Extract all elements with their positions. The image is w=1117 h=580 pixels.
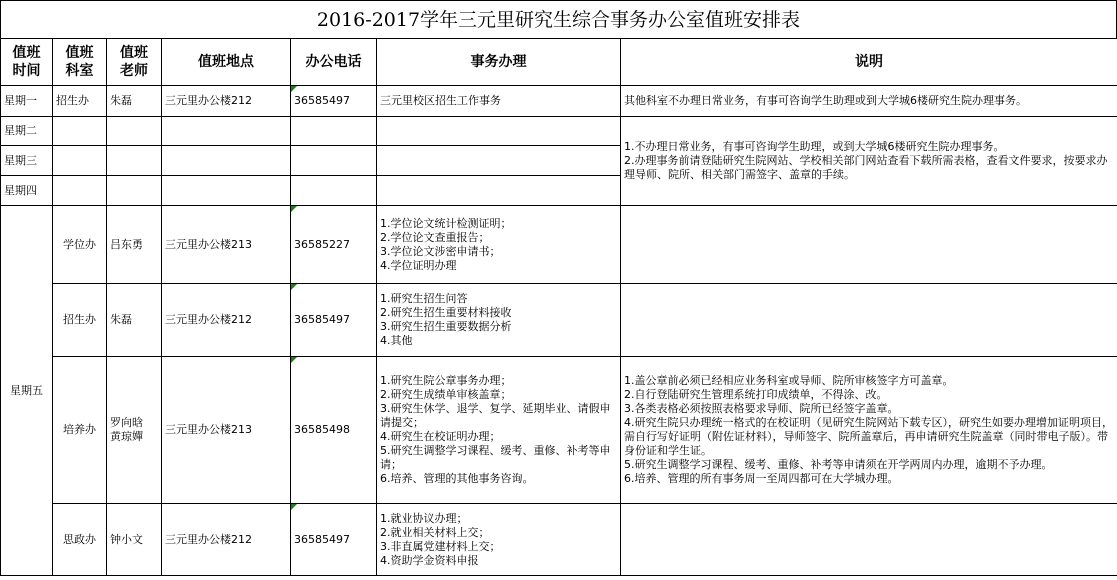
dept-cell: 思政办 bbox=[53, 504, 107, 576]
teacher-cell: 吕东勇 bbox=[107, 206, 162, 284]
affairs-cell: 三元里校区招生工作事务 bbox=[377, 86, 621, 117]
dept-cell: 招生办 bbox=[53, 86, 107, 117]
header-duty-dept: 值班 科室 bbox=[53, 39, 107, 86]
table-row bbox=[1, 117, 1117, 146]
location-cell: 三元里办公楼212 bbox=[162, 86, 291, 117]
dept-cell: 学位办 bbox=[53, 206, 107, 284]
note-cell: 其他科室不办理日常业务，有事可咨询学生助理或到大学城6楼研究生院办理事务。 bbox=[621, 86, 1117, 117]
table-row bbox=[1, 504, 1117, 576]
table-row bbox=[1, 206, 1117, 284]
table-row bbox=[1, 86, 1117, 117]
teacher-cell: 朱磊 bbox=[107, 284, 162, 357]
phone-cell: 36585227 bbox=[291, 206, 377, 284]
phone-cell: 36585497 bbox=[291, 504, 377, 576]
day-cell: 星期四 bbox=[1, 176, 53, 206]
header-row bbox=[1, 39, 1117, 86]
day-cell: 星期三 bbox=[1, 146, 53, 176]
header-affairs: 事务办理 bbox=[377, 39, 621, 86]
sheet-title: 2016-2017学年三元里研究生综合事务办公室值班安排表 bbox=[0, 0, 1117, 39]
teacher-cell: 罗向晗 黄琼嬋 bbox=[107, 357, 162, 504]
day-cell: 星期五 bbox=[1, 206, 53, 576]
phone-cell: 36585498 bbox=[291, 357, 377, 504]
note-cell: 1.不办理日常业务，有事可咨询学生助理，或到大学城6楼研究生院办理事务。 2.办理事务前请登陆研究生院网站、学校相关部门网站查看下载所需表格，查看文件要求，按要求办理导师、院所、相关部门需签字、盖章的手续。 bbox=[621, 117, 1117, 206]
header-phone: 办公电话 bbox=[291, 39, 377, 86]
affairs-cell: 1.就业协议办理； 2.就业相关材料上交； 3.非直属党建材料上交； 4.资助学金资料申报 bbox=[377, 504, 621, 576]
location-cell: 三元里办公楼212 bbox=[162, 284, 291, 357]
header-location: 值班地点 bbox=[162, 39, 291, 86]
note-cell bbox=[621, 206, 1117, 284]
phone-cell: 36585497 bbox=[291, 284, 377, 357]
teacher-cell: 朱磊 bbox=[107, 86, 162, 117]
day-cell: 星期一 bbox=[1, 86, 53, 117]
table-row bbox=[1, 357, 1117, 504]
location-cell: 三元里办公楼212 bbox=[162, 504, 291, 576]
dept-cell: 招生办 bbox=[53, 284, 107, 357]
header-duty-teacher: 值班 老师 bbox=[107, 39, 162, 86]
teacher-cell: 钟小文 bbox=[107, 504, 162, 576]
phone-cell: 36585497 bbox=[291, 86, 377, 117]
affairs-cell: 1.学位论文统计检测证明； 2.学位论文查重报告； 3.学位论文涉密申请书； 4.学位证明办理 bbox=[377, 206, 621, 284]
header-duty-time: 值班 时间 bbox=[1, 39, 53, 86]
duty-table bbox=[0, 38, 1117, 576]
location-cell: 三元里办公楼213 bbox=[162, 206, 291, 284]
affairs-cell: 1.研究生院公章事务办理； 2.研究生成绩单审核盖章； 3.研究生休学、退学、复学、延期毕业、请假申请提交； 4.研究生在校证明办理； 5.研究生调整学习课程、缓考、重修、补考等申请； 6.培养、管理的其他事务咨询。 bbox=[377, 357, 621, 504]
affairs-cell: 1.研究生招生问答 2.研究生招生重要材料接收 3.研究生招生重要数据分析 4.其他 bbox=[377, 284, 621, 357]
table-row bbox=[1, 284, 1117, 357]
day-cell: 星期二 bbox=[1, 117, 53, 146]
note-cell: 1.盖公章前必须已经相应业务科室或导师、院所审核签字方可盖章。 2.自行登陆研究生管理系统打印成绩单，不得涂、改。 3.各类表格必须按照表格要求导师、院所已经签字盖章。 4.研究生院只办理统一格式的在校证明（见研究生院网站下载专区），研究生如要办理增加证明项目，需自行写好证明（附佐证材料），导师签字、院所盖章后，再申请研究生院盖章（同时带电子版）。带身份证和学生证。 5.研究生调整学习课程、缓考、重修、补考等申请须在开学两周内办理，逾期不予办理。 6.培养、管理的所有事务周一至周四都可在大学城办理。 bbox=[621, 357, 1117, 504]
header-notes: 说明 bbox=[621, 39, 1117, 86]
dept-cell: 培养办 bbox=[53, 357, 107, 504]
note-cell bbox=[621, 504, 1117, 576]
note-cell bbox=[621, 284, 1117, 357]
location-cell: 三元里办公楼213 bbox=[162, 357, 291, 504]
